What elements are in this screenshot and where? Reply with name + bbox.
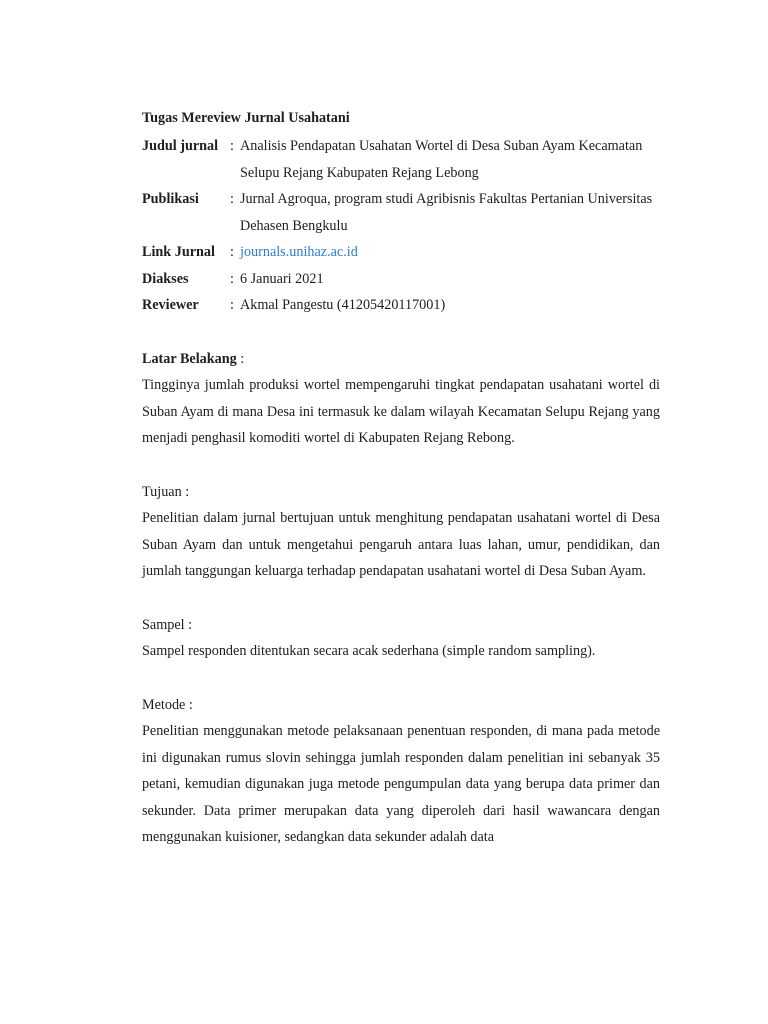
meta-value: Akmal Pangestu (41205420117001) [240, 297, 446, 313]
journal-metadata [142, 133, 660, 319]
meta-label: Publikasi [142, 191, 199, 207]
section-metode [142, 692, 660, 851]
section-latar-belakang [142, 346, 660, 452]
meta-label: Diakses [142, 270, 189, 287]
meta-row-diakses: Diakses : 6 Januari 2021 [142, 266, 660, 293]
section-text: Penelitian dalam jurnal bertujuan untuk menghitung pendapatan usahatani wortel di Desa Suban Ayam dan untuk mengetahui pengaruh antara luas lahan, umur, pendidikan, dan jumlah tanggungan keluarga terhadap pendapatan usahatani wortel di Desa Suban Ayam. [142, 510, 660, 579]
document-body [142, 106, 660, 851]
meta-row-judul: Judul jurnal : Analisis Pendapatan Usahatan Wortel di Desa Suban Ayam Kecamatan Selupu Rejang Kabupaten Rejang Lebong [142, 133, 660, 186]
section-tujuan [142, 479, 660, 585]
section-sampel [142, 612, 660, 665]
document-title: Tugas Mereview Jurnal Usahatani [142, 110, 350, 126]
meta-value: 6 Januari 2021 [240, 270, 324, 287]
meta-value: Jurnal Agroqua, program studi Agribisnis Fakultas Pertanian Universitas Dehasen Bengkulu [240, 191, 653, 234]
meta-label: Reviewer [142, 297, 199, 313]
section-heading: Metode : [142, 696, 193, 713]
meta-label: Judul jurnal [142, 138, 219, 154]
section-heading: Sampel : [142, 616, 193, 633]
meta-row-publikasi: Publikasi : Jurnal Agroqua, program studi Agribisnis Fakultas Pertanian Universitas Dehasen Bengkulu [142, 186, 660, 239]
journal-link[interactable]: journals.unihaz.ac.id [240, 244, 358, 260]
section-text: Sampel responden ditentukan secara acak sederhana (simple random sampling). [142, 643, 596, 659]
meta-row-link: Link Jurnal : journals.unihaz.ac.id [142, 239, 660, 266]
meta-row-reviewer: Reviewer : Akmal Pangestu (41205420117001) [142, 292, 660, 319]
section-heading: Latar Belakang : [142, 350, 245, 367]
meta-label: Link Jurnal [142, 244, 215, 260]
section-text: Tingginya jumlah produksi wortel mempengaruhi tingkat pendapatan usahatani wortel di Suban Ayam di mana Desa ini termasuk ke dalam wilayah Kecamatan Selupu Rejang yang menjadi penghasil komoditi wortel di Kabupaten Rejang Rebong. [142, 377, 660, 446]
meta-value: Analisis Pendapatan Usahatan Wortel di Desa Suban Ayam Kecamatan Selupu Rejang Kabupaten Rejang Lebong [240, 138, 643, 181]
section-heading: Tujuan : [142, 483, 190, 500]
section-text: Penelitian menggunakan metode pelaksanaan penentuan responden, di mana pada metode ini digunakan rumus slovin sehingga jumlah responden dalam penelitian ini sebanyak 35 petani, kemudian digunakan juga metode pengumpulan data yang berupa data primer dan sekunder. Data primer merupakan data yang diperoleh dari hasil wawancara dengan menggunakan kuisioner, sedangkan data sekunder adalah data [142, 723, 660, 845]
